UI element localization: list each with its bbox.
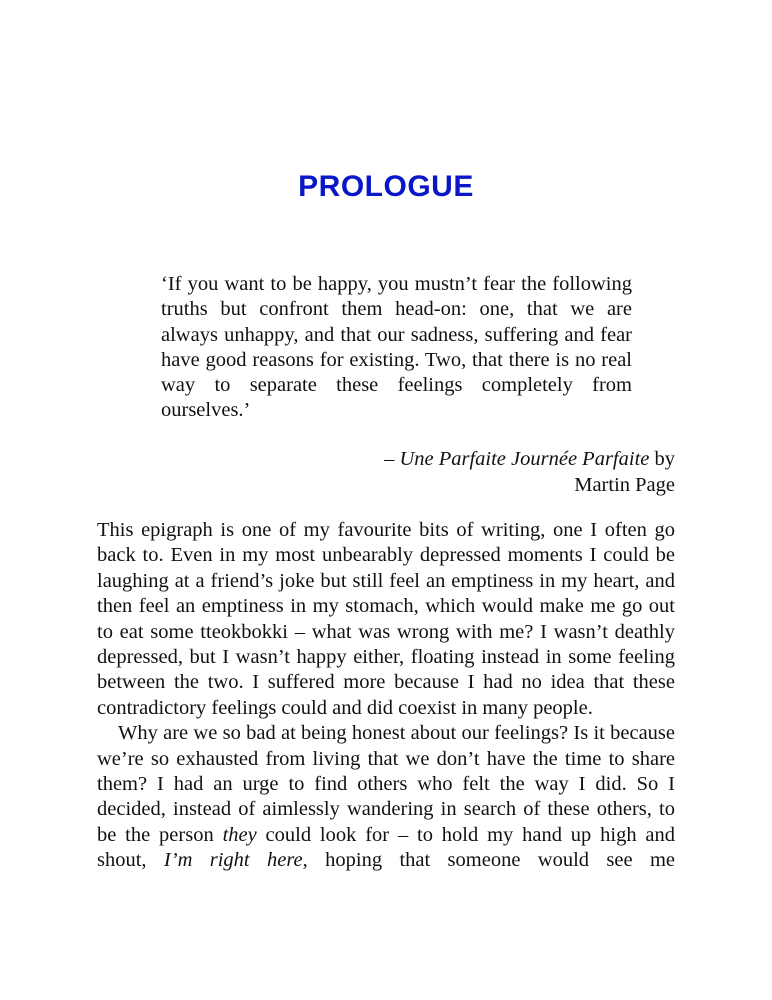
attribution-by: by [649,448,675,470]
epigraph-quote: ‘If you want to be happy, you mustn’t fear the following truths but confront them head-on: one, that we are always unhappy, and that our sadness, suffering and fear have good reasons for existing. Two, that there is no real way to separate these feelings completely from ourselves.’ [161,273,632,422]
epigraph-attribution [255,447,675,498]
attribution-dash: – [384,448,400,470]
attribution-work-title: Une Parfaite Journée Parfaite [399,448,650,470]
paragraph-2-text-b: could look for – to hold my hand up high and shout, [97,823,676,872]
body-text [97,518,675,874]
attribution-author: Martin Page [574,473,675,496]
paragraph-2-emphasis-right-here: I’m right here [163,849,303,872]
paragraph-2-text-c: , hoping that someone would see me [302,849,675,872]
paragraph-2-text-a: Why are we so bad at being honest about our feelings? Is it because we’re so exhausted from living that we don’t have the time to share them? I had an urge to find others who felt the way I did. So I decided, instead of aimlessly wandering in search of these others, to be the person [97,722,675,846]
paragraph-2-emphasis-they: they [222,823,257,846]
body-paragraph-2 [97,721,675,873]
body-paragraph-1: This epigraph is one of my favourite bits of writing, one I often go back to. Even in my most unbearably depressed moments I could be laughing at a friend’s joke but still feel an emptiness in my heart, and then feel an emptiness in my stomach, which would make me go out to eat some tteokbokki – what was wrong with me? I wasn’t deathly depressed, but I wasn’t happy either, floating instead in some feeling between the two. I suffered more because I had no idea that these contradictory feelings could and did coexist in many people. [97,519,675,719]
chapter-heading: PROLOGUE [298,170,474,203]
